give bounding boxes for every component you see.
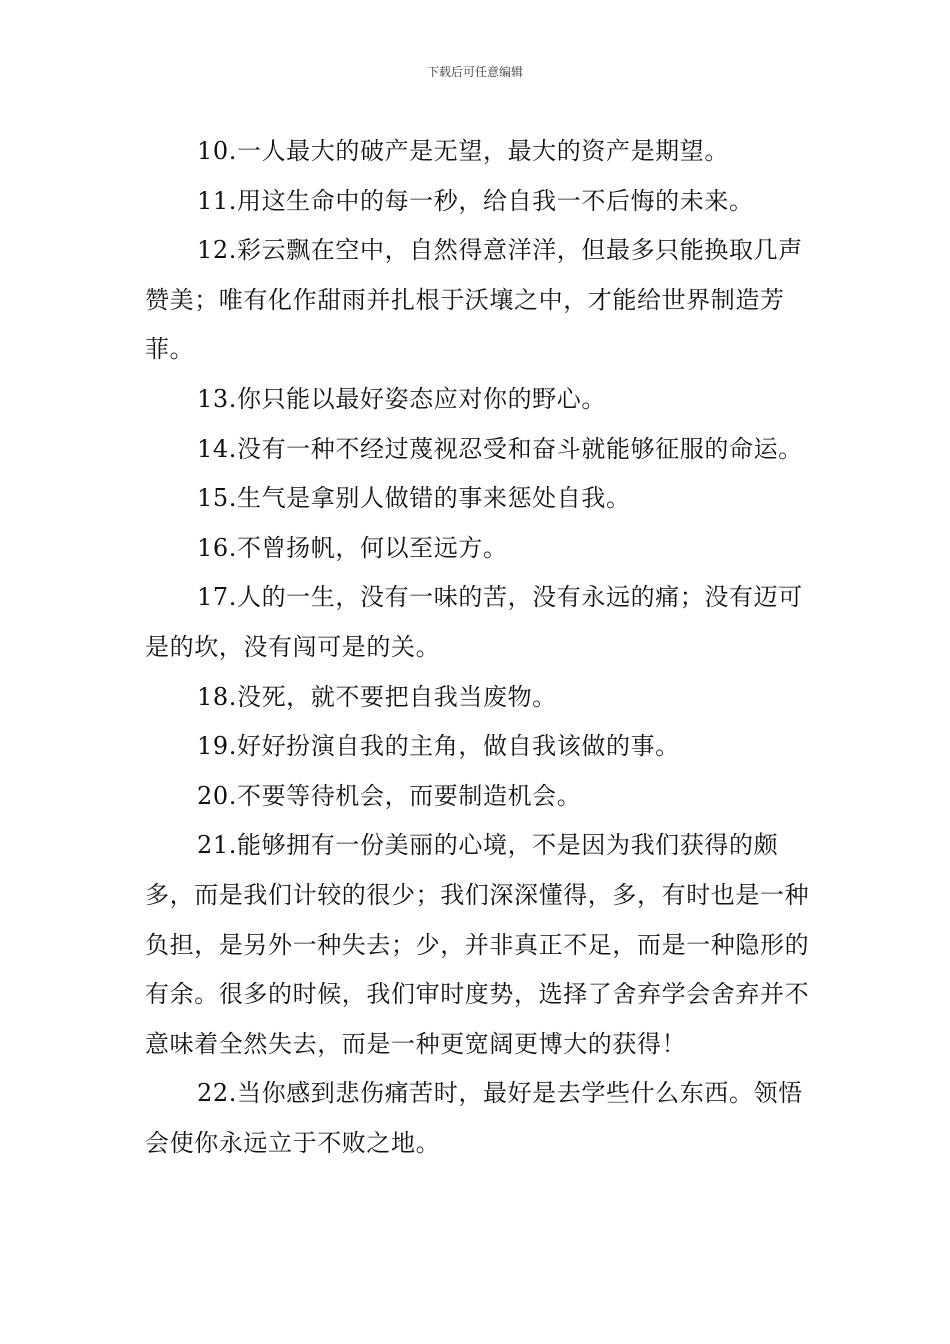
paragraph-10: 10.一人最大的破产是无望，最大的资产是期望。 xyxy=(197,137,729,165)
paragraph-11: 11.用这生命中的每一秒，给自我一不后悔的未来。 xyxy=(197,186,754,215)
paragraph-19: 19.好好扮演自我的主角，做自我该做的事。 xyxy=(197,732,680,761)
paragraph-15: 15.生气是拿别人做错的事来惩处自我。 xyxy=(197,484,631,513)
paragraph-13: 13.你只能以最好姿态应对你的野心。 xyxy=(197,384,606,413)
paragraph-20: 20.不要等待机会，而要制造机会。 xyxy=(197,781,582,810)
paragraph-18: 18.没死，就不要把自我当废物。 xyxy=(197,682,557,711)
paragraph-16: 16.不曾扬帆，何以至远方。 xyxy=(197,533,508,562)
paragraph-17: 17.人的一生，没有一味的苦，没有永远的痛；没有迈可是的坎，没有闯可是的关。 xyxy=(145,583,803,661)
paragraph-22: 22.当你感到悲伤痛苦时，最好是去学些什么东西。领悟会使你永远立于不败之地。 xyxy=(145,1079,803,1157)
paragraph-21: 21.能够拥有一份美丽的心境，不是因为我们获得的颇多，而是我们计较的很少；我们深深懂得，多，有时也是一种负担，是另外一种失去；少，并非真正不足，而是一种隐形的有余。很多的时候，我们审时度势，选择了舍弃学会舍弃并不意味着全然失去，而是一种更宽阔更博大的获得！ xyxy=(145,831,810,1058)
paragraph-14: 14.没有一种不经过蔑视忍受和奋斗就能够征服的命运。 xyxy=(197,434,803,463)
page-header-note: 下载后可任意编辑 xyxy=(426,65,523,79)
document-body xyxy=(145,127,810,1168)
paragraph-12: 12.彩云飘在空中，自然得意洋洋，但最多只能换取几声赞美；唯有化作甜雨并扎根于沃壤之中，才能给世界制造芳菲。 xyxy=(145,236,803,364)
